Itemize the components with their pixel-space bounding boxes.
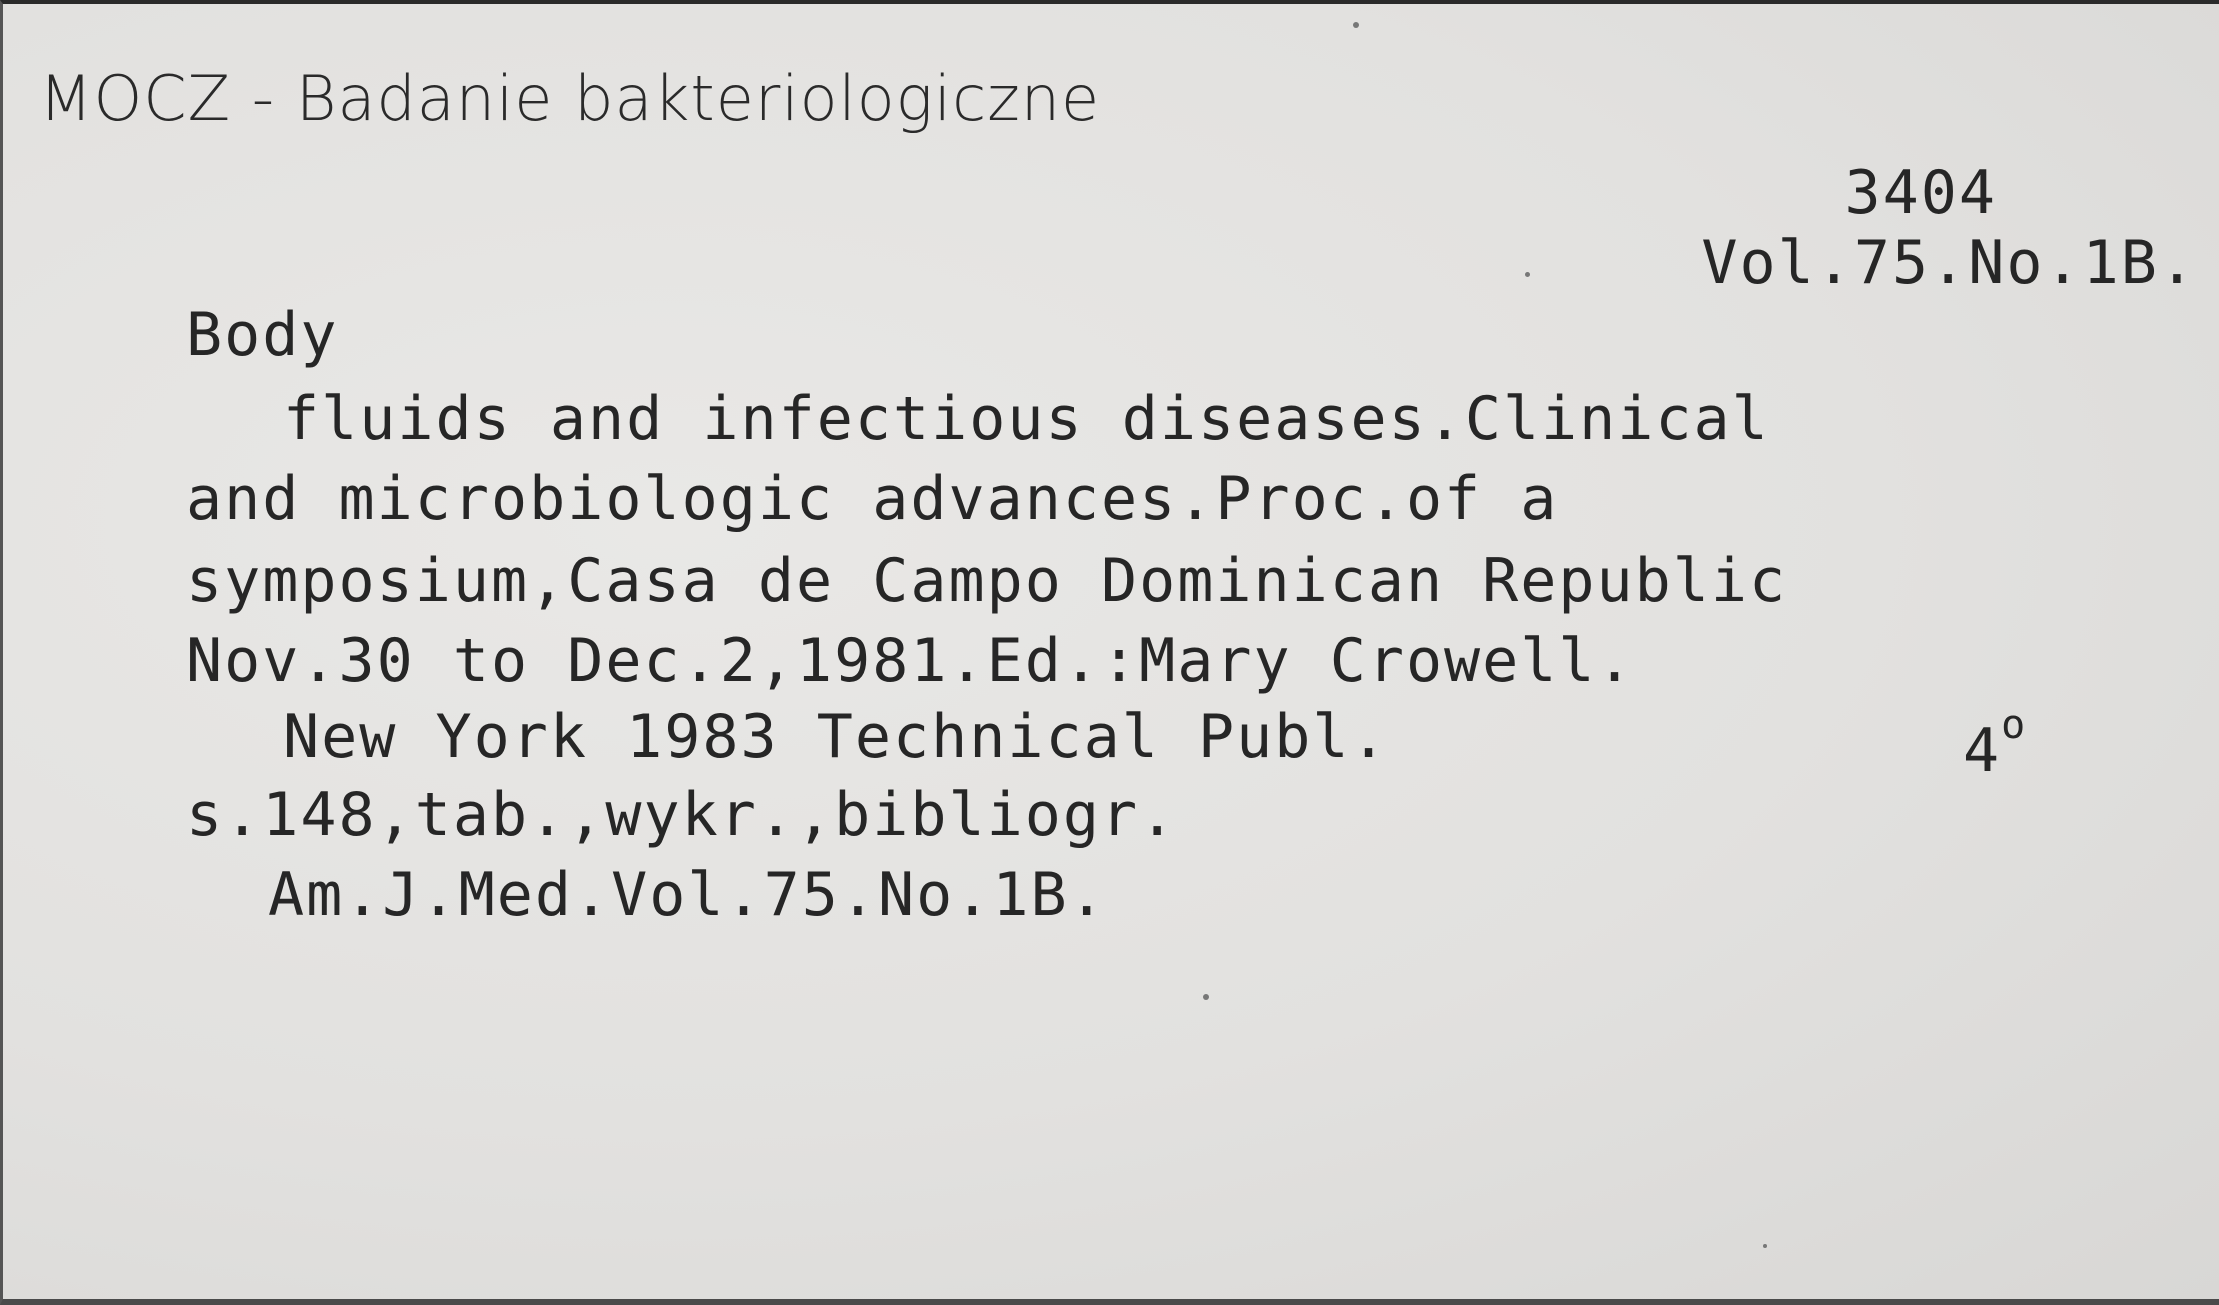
card-text-line: Body: [186, 300, 339, 370]
paper-speck: [1763, 1244, 1767, 1248]
call-number: 3404: [1844, 158, 1997, 228]
format-value: 4: [1963, 716, 2002, 786]
card-text-line: Nov.30 to Dec.2,1981.Ed.:Mary Crowell.: [186, 626, 1635, 696]
card-text-line: s.148,tab.,wykr.,bibliogr.: [186, 780, 1178, 850]
card-text-line: fluids and infectious diseases.Clinical: [283, 384, 1770, 454]
format-mark: [1963, 704, 2027, 784]
series-reference: Vol.75.No.1B.: [1701, 228, 2197, 298]
card-text-line: symposium,Casa de Campo Dominican Republic: [186, 546, 1788, 616]
card-text-line: Am.J.Med.Vol.75.No.1B.: [268, 860, 1107, 930]
paper-speck: [1525, 272, 1530, 277]
paper-speck: [1353, 22, 1359, 28]
card-text-line: and microbiologic advances.Proc.of a: [186, 464, 1559, 534]
subject-heading: MOCZ - Badanie bakteriologiczne: [39, 62, 1101, 135]
card-text-line: New York 1983 Technical Publ.: [283, 702, 1389, 772]
format-degree: o: [2001, 702, 2028, 748]
paper-speck: [1203, 994, 1209, 1000]
